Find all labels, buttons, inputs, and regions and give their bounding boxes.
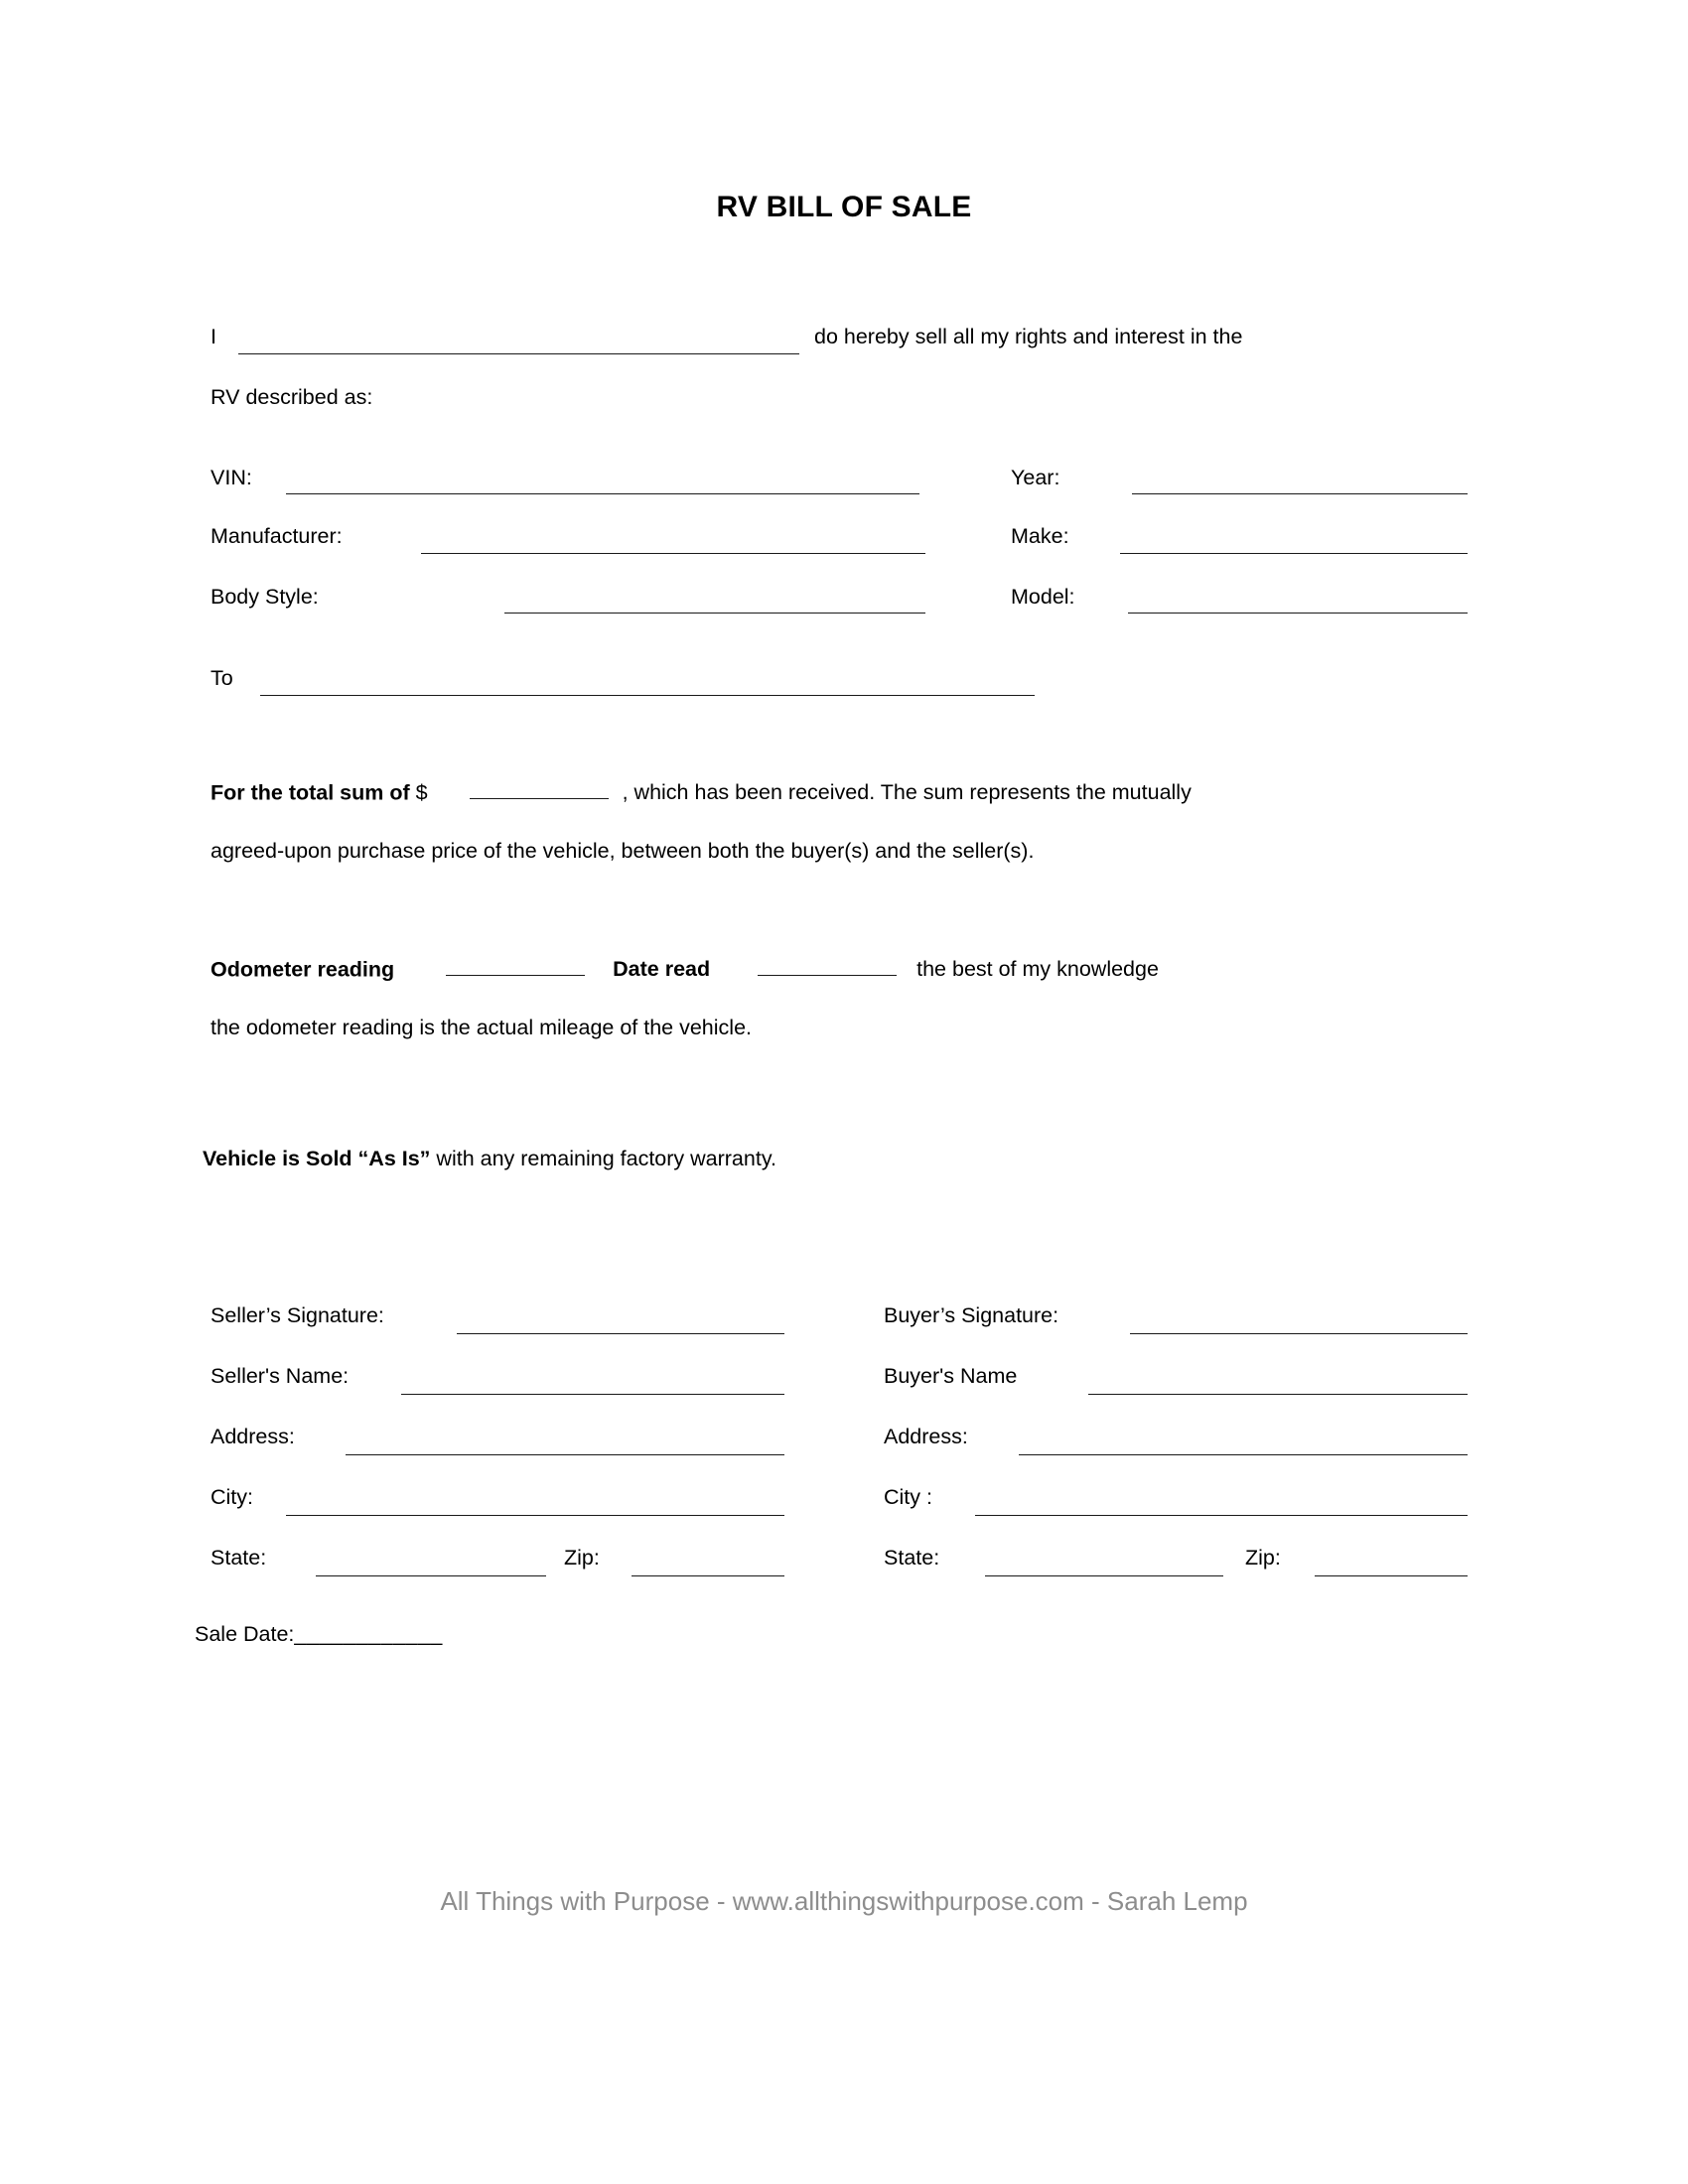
- as-is-bold-text: Vehicle is Sold “As Is”: [203, 1147, 431, 1170]
- seller-name-label: Seller's Name:: [211, 1364, 350, 1388]
- odometer-line: [211, 955, 1159, 983]
- odometer-reading-blank[interactable]: [446, 955, 585, 976]
- vin-blank-rule[interactable]: [286, 493, 919, 494]
- dollar-sign: $: [415, 780, 428, 805]
- seller-zip-rule[interactable]: [632, 1575, 784, 1576]
- intro-i-label: I: [211, 325, 216, 348]
- seller-signature-label: Seller’s Signature:: [211, 1303, 384, 1327]
- model-blank-rule[interactable]: [1128, 613, 1468, 614]
- seller-address-rule[interactable]: [346, 1454, 784, 1455]
- seller-city-rule[interactable]: [286, 1515, 784, 1516]
- body-style-label: Body Style:: [211, 585, 319, 609]
- date-read-label: Date read: [613, 957, 711, 982]
- vin-label: VIN:: [211, 466, 252, 489]
- manufacturer-label: Manufacturer:: [211, 524, 343, 548]
- model-label: Model:: [1011, 585, 1075, 609]
- page-title: RV BILL OF SALE: [716, 191, 972, 223]
- buyer-city-label: City :: [884, 1485, 932, 1509]
- seller-state-label: State:: [211, 1546, 267, 1570]
- buyer-name-rule[interactable]: [1088, 1394, 1468, 1395]
- buyer-state-label: State:: [884, 1546, 940, 1570]
- seller-state-rule[interactable]: [316, 1575, 546, 1576]
- make-label: Make:: [1011, 524, 1069, 548]
- total-sum-tail-text: , which has been received. The sum represents the mutually: [622, 780, 1192, 805]
- odometer-tail-text: the best of my knowledge: [916, 957, 1159, 982]
- buyer-zip-rule[interactable]: [1315, 1575, 1468, 1576]
- sale-date-label: Sale Date:: [195, 1622, 295, 1646]
- seller-name-blank-rule[interactable]: [238, 353, 799, 354]
- buyer-state-rule[interactable]: [985, 1575, 1223, 1576]
- total-sum-line: [211, 778, 1192, 806]
- buyer-zip-label: Zip:: [1245, 1546, 1281, 1570]
- intro-described-as: RV described as:: [211, 385, 373, 409]
- buyer-name-blank-rule[interactable]: [260, 695, 1035, 696]
- seller-signature-rule[interactable]: [457, 1333, 784, 1334]
- seller-address-label: Address:: [211, 1425, 295, 1448]
- total-sum-second-line: agreed-upon purchase price of the vehicle, between both the buyer(s) and the seller(s).: [211, 839, 1035, 863]
- buyer-city-rule[interactable]: [975, 1515, 1468, 1516]
- manufacturer-blank-rule[interactable]: [421, 553, 925, 554]
- body-style-blank-rule[interactable]: [504, 613, 925, 614]
- buyer-signature-rule[interactable]: [1130, 1333, 1468, 1334]
- odometer-reading-label: Odometer reading: [211, 957, 395, 982]
- date-read-blank[interactable]: [758, 955, 897, 976]
- total-sum-blank[interactable]: [470, 778, 609, 799]
- buyer-name-label: Buyer's Name: [884, 1364, 1018, 1388]
- total-sum-bold-label: For the total sum of: [211, 780, 410, 805]
- buyer-address-label: Address:: [884, 1425, 968, 1448]
- odometer-second-line: the odometer reading is the actual mileage of the vehicle.: [211, 1016, 752, 1039]
- intro-sell-text: do hereby sell all my rights and interest in the: [814, 325, 1243, 348]
- footer-credit: All Things with Purpose - www.allthingswithpurpose.com - Sarah Lemp: [440, 1886, 1248, 1916]
- year-label: Year:: [1011, 466, 1060, 489]
- sale-date-row: [195, 1622, 443, 1648]
- as-is-clause: [203, 1147, 776, 1172]
- to-label: To: [211, 666, 233, 690]
- buyer-signature-label: Buyer’s Signature:: [884, 1303, 1059, 1327]
- seller-zip-label: Zip:: [564, 1546, 600, 1570]
- seller-city-label: City:: [211, 1485, 253, 1509]
- seller-name-rule[interactable]: [401, 1394, 784, 1395]
- year-blank-rule[interactable]: [1132, 493, 1468, 494]
- as-is-rest-text: with any remaining factory warranty.: [430, 1147, 776, 1170]
- make-blank-rule[interactable]: [1120, 553, 1468, 554]
- buyer-address-rule[interactable]: [1019, 1454, 1468, 1455]
- sale-date-blank[interactable]: ____________: [294, 1622, 443, 1646]
